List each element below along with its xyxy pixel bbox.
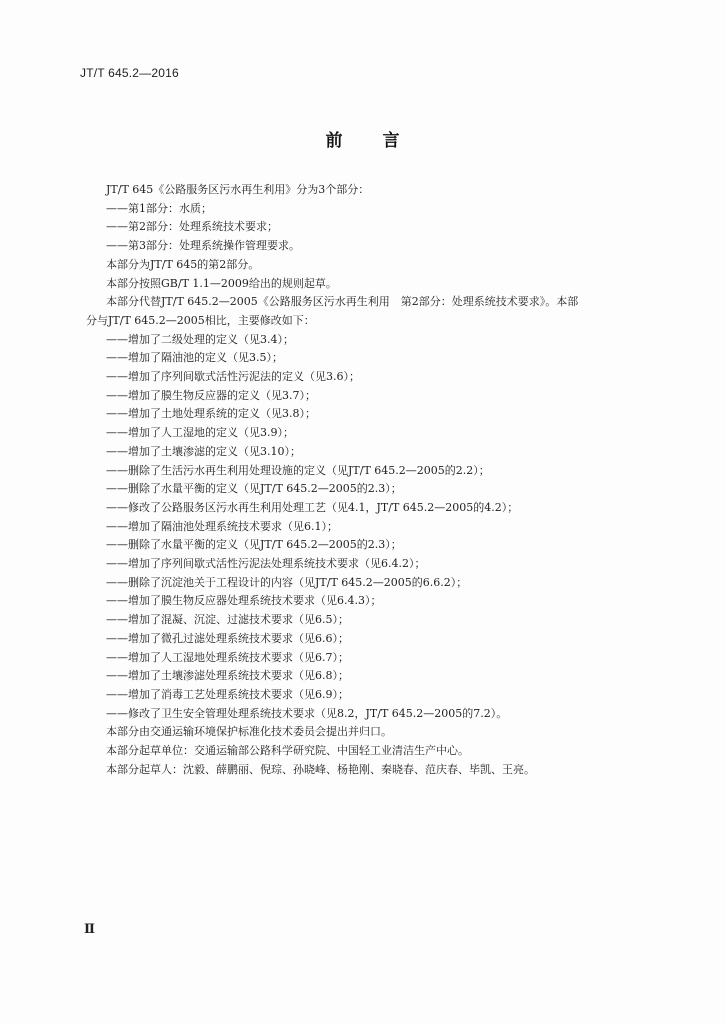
list-item: ——增加了隔油池处理系统技术要求（见6.1）； (106, 519, 338, 533)
paragraph: JT/T 645《公路服务区污水再生利用》分为3个部分： (106, 183, 370, 196)
list-item: ——增加了序列间歇式活性污泥法处理系统技术要求（见6.4.2）； (106, 557, 426, 571)
list-item: ——增加了土地处理系统的定义（见3.8）； (106, 407, 316, 421)
list-item: ——增加了膜生物反应器的定义（见3.7）； (106, 388, 316, 402)
paragraph: 本部分代替JT/T 645.2—2005《公路服务区污水再生利用 第2部分：处理系统技术要求》。本部 (106, 295, 579, 309)
paragraph: 本部分按照GB/T 1.1—2009给出的规则起草。 (106, 276, 337, 290)
list-item: ——第2部分：处理系统技术要求； (106, 220, 278, 234)
list-item: ——修改了公路服务区污水再生利用处理工艺（见4.1，JT/T 645.2—2005的4.2）； (106, 500, 519, 514)
list-item: ——增加了二级处理的定义（见3.4）； (106, 332, 294, 346)
standard-code-header: JT/T 645.2—2016 (80, 66, 179, 80)
list-item: ——第1部分：水质； (106, 201, 212, 215)
list-item: ——删除了水量平衡的定义（见JT/T 645.2—2005的2.3）； (106, 538, 402, 552)
list-item: ——增加了土壤渗滤处理系统技术要求（见6.8）； (106, 669, 349, 683)
list-item: ——删除了生活污水再生利用处理设施的定义（见JT/T 645.2—2005的2.2）； (106, 463, 490, 477)
paragraph: 本部分为JT/T 645的第2部分。 (106, 257, 260, 271)
list-item: ——第3部分：处理系统操作管理要求。 (106, 239, 300, 253)
list-item: ——增加了人工湿地的定义（见3.9）； (106, 426, 294, 440)
list-item: ——增加了混凝、沉淀、过滤技术要求（见6.5）； (106, 613, 349, 627)
page-title: 前言 (325, 131, 440, 151)
paragraph: 本部分起草人：沈毅、薛鹏丽、倪琮、孙晓峰、杨艳刚、秦晓春、范庆春、毕凯、王亮。 (106, 762, 535, 776)
foreword-body (86, 181, 648, 780)
list-item: ——修改了卫生安全管理处理系统技术要求（见8.2，JT/T 645.2—2005的7.2）。 (106, 706, 508, 720)
list-item: ——增加了土壤渗滤的定义（见3.10）； (106, 444, 301, 458)
list-item: ——删除了沉淀池关于工程设计的内容（见JT/T 645.2—2005的6.6.2）； (106, 575, 468, 589)
list-item: ——增加了消毒工艺处理系统技术要求（见6.9）； (106, 687, 349, 701)
list-item: ——增加了隔油池的定义（见3.5）； (106, 351, 283, 365)
paragraph: 本部分由交通运输环境保护标准化技术委员会提出并归口。 (106, 725, 392, 739)
page-number: Ⅱ (84, 922, 95, 937)
list-item: ——增加了序列间歇式活性污泥法的定义（见3.6）； (106, 370, 360, 384)
paragraph-continuation: 分与JT/T 645.2—2005相比，主要修改如下： (86, 313, 315, 327)
list-item: ——增加了膜生物反应器处理系统技术要求（见6.4.3）； (106, 594, 382, 608)
list-item: ——删除了水量平衡的定义（见JT/T 645.2—2005的2.3）； (106, 482, 402, 496)
list-item: ——增加了微孔过滤处理系统技术要求（见6.6）； (106, 631, 349, 645)
list-item: ——增加了人工湿地处理系统技术要求（见6.7）； (106, 650, 349, 664)
paragraph: 本部分起草单位：交通运输部公路科学研究院、中国轻工业清洁生产中心。 (106, 744, 469, 758)
